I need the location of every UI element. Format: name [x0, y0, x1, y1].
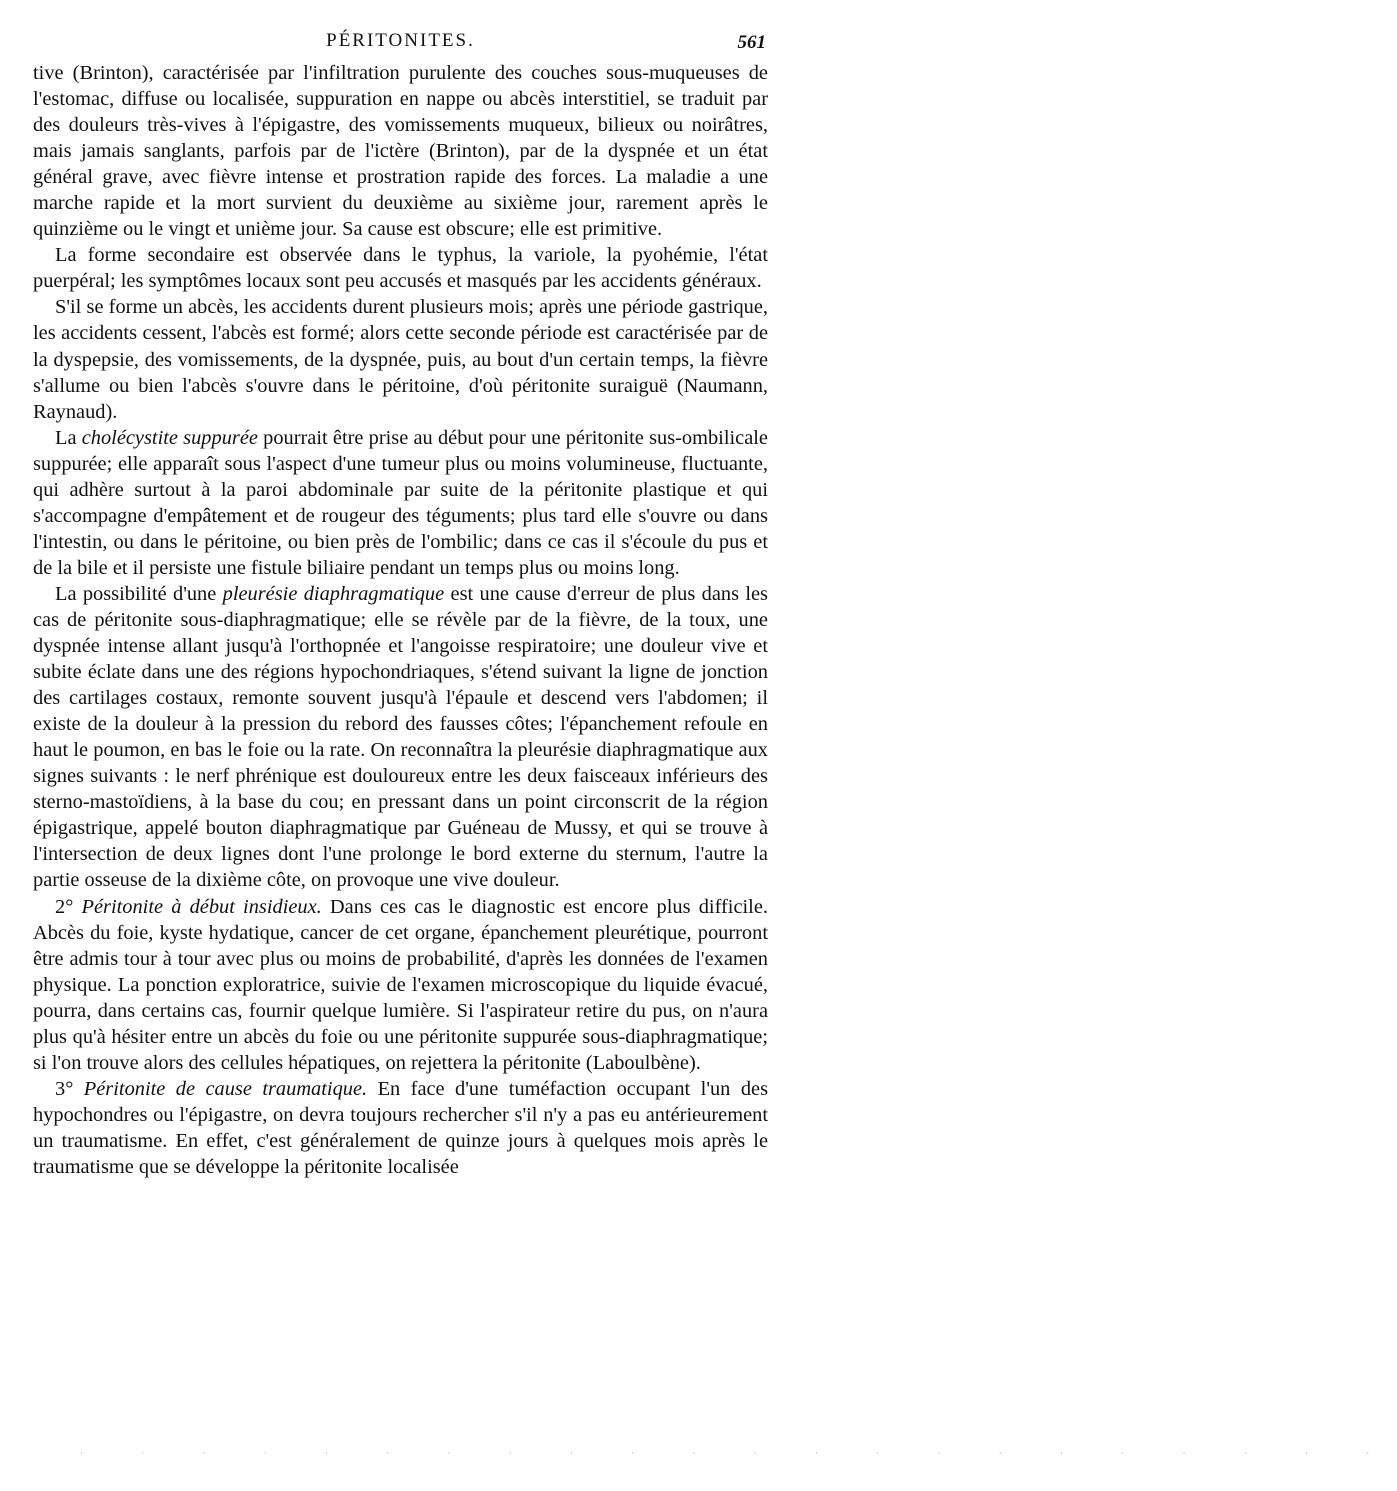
text-run: En face d'une tuméfaction occupant l'un des hypochondres ou l'épigastre, on devra toujours rechercher s'il n'y a pas eu antérieurement un traumatisme. En effet, c'est généralement de quinze jours à quelques mois après le traumatisme que se développe la péritonite localisée	[33, 1077, 768, 1178]
text-run: tive (Brinton), caractérisée par l'infiltration purulente des couches sous-muqueuses de l'estomac, diffuse ou localisée, suppuration en nappe ou abcès interstitiel, se traduit par des douleurs très-vives à l'épigastre, des vomissements muqueux, bilieux ou noirâtres, mais jamais sanglants, parfois par de l'ictère (Brinton), par de la dyspnée et un état général grave, avec fièvre intense et prostration rapide des forces. La maladie a une marche rapide et la mort survient du deuxième au sixième jour, rarement après le quinzième ou le vingt et unième jour. Sa cause est obscure; elle est primitive.	[33, 62, 768, 241]
running-title: PÉRITONITES.	[326, 30, 475, 51]
text-run: est une cause d'erreur de plus dans les cas de péritonite sous-diaphragmatique; elle se révèle par de la fièvre, de la toux, une dyspnée intense allant jusqu'à l'orthopnée et l'angoisse respiratoire; une douleur vive et subite éclate dans une des régions hypochondriaques, s'étend suivant la ligne de jonction des cartilages costaux, remonte souvent jusqu'à l'épaule et descend vers l'abdomen; il existe de la douleur à la pression du rebord des fausses côtes; l'épanchement refoule en haut le poumon, en bas le foie ou la rate. On reconnaîtra la pleurésie diaphragmatique aux signes suivants : le nerf phrénique est douloureux entre les deux faisceaux inférieurs des sterno-mastoïdiens, à la base du cou; en pressant dans un point circonscrit de la région épigastrique, appelé bouton diaphragmatique par Guéneau de Mussy, et qui se trouve à l'intersection de deux lignes dont l'une prolonge le bord externe du sternum, l'autre la partie osseuse de la dixième côte, on provoque une vive douleur.	[33, 582, 768, 892]
page-number: 561	[737, 32, 766, 53]
text-run: La	[55, 426, 82, 449]
text-run: pourrait être prise au début pour une péritonite sus-ombilicale suppurée; elle apparaît sous l'aspect d'une tumeur plus ou moins volumineuse, fluctuante, qui adhère surtout à la paroi abdominale par suite de la péritonite plastique et qui s'accompagne d'empâtement et de rougeur des téguments; plus tard elle s'ouvre ou dans l'intestin, ou dans le péritoine, ou bien près de l'ombilic; dans ce cas il s'écoule du pus et de la bile et il persiste une fistule biliaire pendant un temps plus ou moins long.	[33, 426, 768, 579]
running-head	[33, 30, 768, 60]
paragraph	[33, 60, 768, 242]
body-text	[33, 60, 768, 1180]
text-run: Dans ces cas le diagnostic est encore plus difficile. Abcès du foie, kyste hydatique, cancer de cet organe, épanchement pleurétique, pourront être admis tour à tour avec plus ou moins de probabilité, d'après les données de l'examen physique. La ponction exploratrice, suivie de l'examen microscopique du liquide évacué, pourra, dans certains cas, fournir quelque lumière. Si l'aspirateur retire du pus, on n'aura plus qu'à hésiter entre un abcès du foie ou une péritonite suppurée sous-diaphragmatique; si l'on trouve alors des cellules hépatiques, on rejettera la péritonite (Laboulbène).	[33, 895, 768, 1074]
italic-term: cholécystite suppurée	[81, 426, 258, 449]
section-number: 2°	[55, 895, 82, 918]
scan-specks: · · · · · · · · · · · · · · · · · · · · · ·	[80, 1448, 1397, 1458]
paragraph	[33, 242, 768, 294]
paragraph	[33, 894, 768, 1076]
paragraph	[33, 581, 768, 894]
paragraph	[33, 294, 768, 424]
italic-term: pleurésie diaphragmatique	[222, 582, 445, 605]
paragraph	[33, 425, 768, 581]
text-run: La possibilité d'une	[55, 582, 223, 605]
text-run: S'il se forme un abcès, les accidents durent plusieurs mois; après une période gastrique, les accidents cessent, l'abcès est formé; alors cette seconde période est caractérisée par de la dyspepsie, des vomissements, de la dyspnée, puis, au bout d'un certain temps, la fièvre s'allume ou bien l'abcès s'ouvre dans le péritoine, d'où péritonite suraiguë (Naumann, Raynaud).	[33, 296, 768, 423]
paragraph	[33, 1076, 768, 1180]
book-page	[33, 30, 768, 1180]
text-run: La forme secondaire est observée dans le typhus, la variole, la pyohémie, l'état puerpéral; les symptômes locaux sont peu accusés et masqués par les accidents généraux.	[33, 244, 768, 293]
section-heading: Péritonite de cause traumatique.	[83, 1077, 368, 1100]
section-number: 3°	[55, 1077, 84, 1100]
section-heading: Péritonite à début insidieux.	[81, 895, 322, 918]
